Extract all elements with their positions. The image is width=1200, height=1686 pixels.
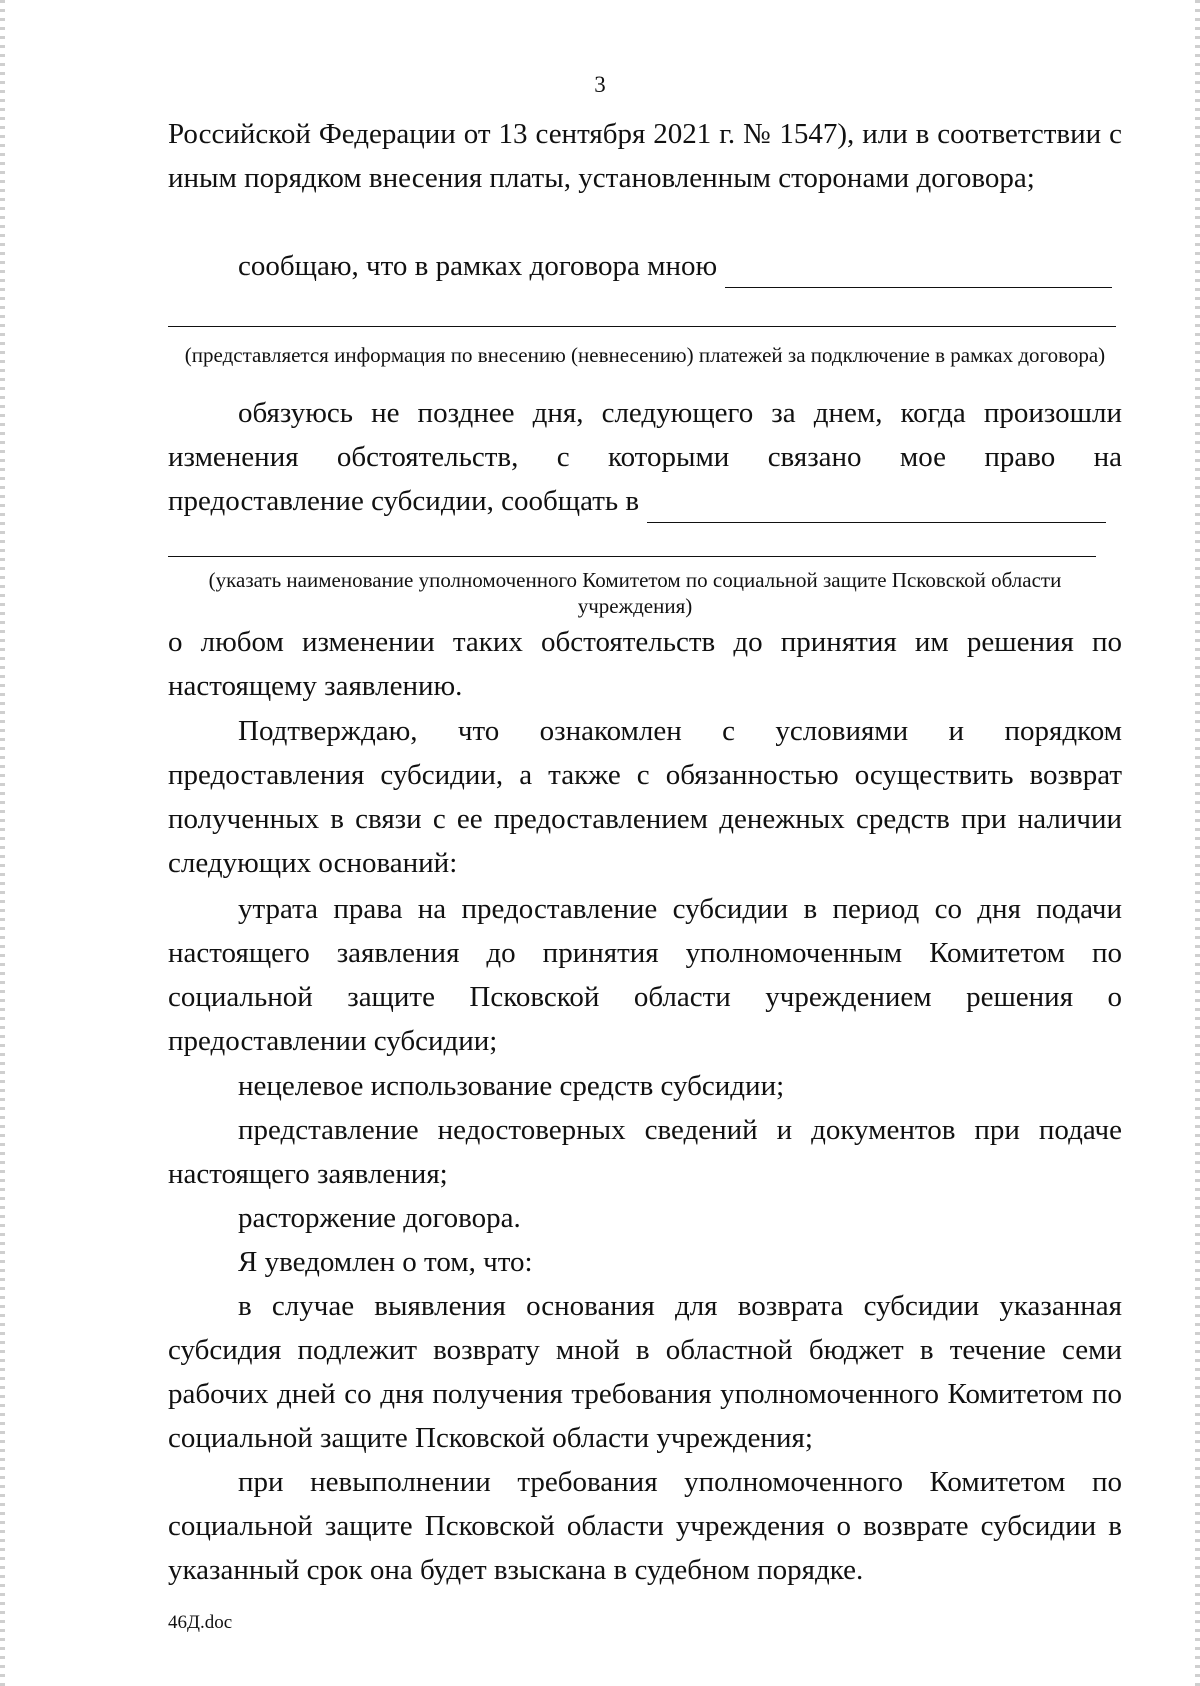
paragraph-loss-of-right: утрата права на предоставление субсидии в период со дня подачи настоящего заявления до принятия уполномоченным Комитетом по социальной защите Псковской области учреждением решения о предоставлении субсидии; xyxy=(168,893,1122,1057)
institution-row xyxy=(168,479,1106,523)
paragraph-return-term: в случае выявления основания для возврата субсидии указанная субсидия подлежит возврату мной в областной бюджет в течение семи рабочих дней со дня получения требования уполномоченного Комитетом по социальной защите Псковской области учреждения; xyxy=(168,1290,1122,1454)
note-payment-info: (представляется информация по внесению (невнесению) платежей за подключение в рамках договора) xyxy=(184,343,1106,367)
institution-label: предоставление субсидии, сообщать в xyxy=(168,485,640,517)
payment-info-label: сообщаю, что в рамках договора мною xyxy=(238,250,718,282)
paragraph-confirm: Подтверждаю, что ознакомлен с условиями и порядком предоставления субсидии, а также с обязанностью осуществить возврат полученных в связи с ее предоставлением денежных средств при наличии следующих оснований: xyxy=(168,715,1122,879)
paragraph-obligation-line1: обязуюсь не позднее дня, следующего за днем, когда произошли xyxy=(238,397,1122,429)
paragraph-misuse: нецелевое использование средств субсидии; xyxy=(238,1070,785,1102)
page-number: 3 xyxy=(594,72,606,97)
paragraph-termination: расторжение договора. xyxy=(238,1202,521,1234)
scan-edge-right xyxy=(1195,0,1200,1686)
paragraph-federation-decree: Российской Федерации от 13 сентября 2021 г. № 1547), или в соответствии с иным порядком внесения платы, установленным сторонами договора; xyxy=(168,118,1122,194)
paragraph-obligation-line2: изменения обстоятельств, с которыми связано мое право на xyxy=(168,441,1122,473)
payment-info-blank-line[interactable] xyxy=(725,263,1112,288)
paragraph-notified: Я уведомлен о том, что: xyxy=(238,1246,533,1278)
paragraph-court: при невыполнении требования уполномоченного Комитетом по социальной защите Псковской области учреждения о возврате субсидии в указанный срок она будет взыскана в судебном порядке. xyxy=(168,1466,1122,1586)
paragraph-any-change: о любом изменении таких обстоятельств до принятия им решения по настоящему заявлению. xyxy=(168,626,1122,702)
institution-blank-line[interactable] xyxy=(647,498,1106,523)
payment-info-row xyxy=(168,244,1112,288)
scan-edge-left xyxy=(0,0,5,1686)
note-institution: (указать наименование уполномоченного Комитетом по социальной защите Псковской области учреждения) xyxy=(208,568,1062,618)
payment-info-blank-line-2[interactable] xyxy=(168,326,1116,327)
paragraph-false-info: представление недостоверных сведений и документов при подаче настоящего заявления; xyxy=(168,1114,1122,1190)
footer-filename: 46Д.doc xyxy=(168,1612,233,1633)
institution-blank-line-2[interactable] xyxy=(168,556,1096,557)
